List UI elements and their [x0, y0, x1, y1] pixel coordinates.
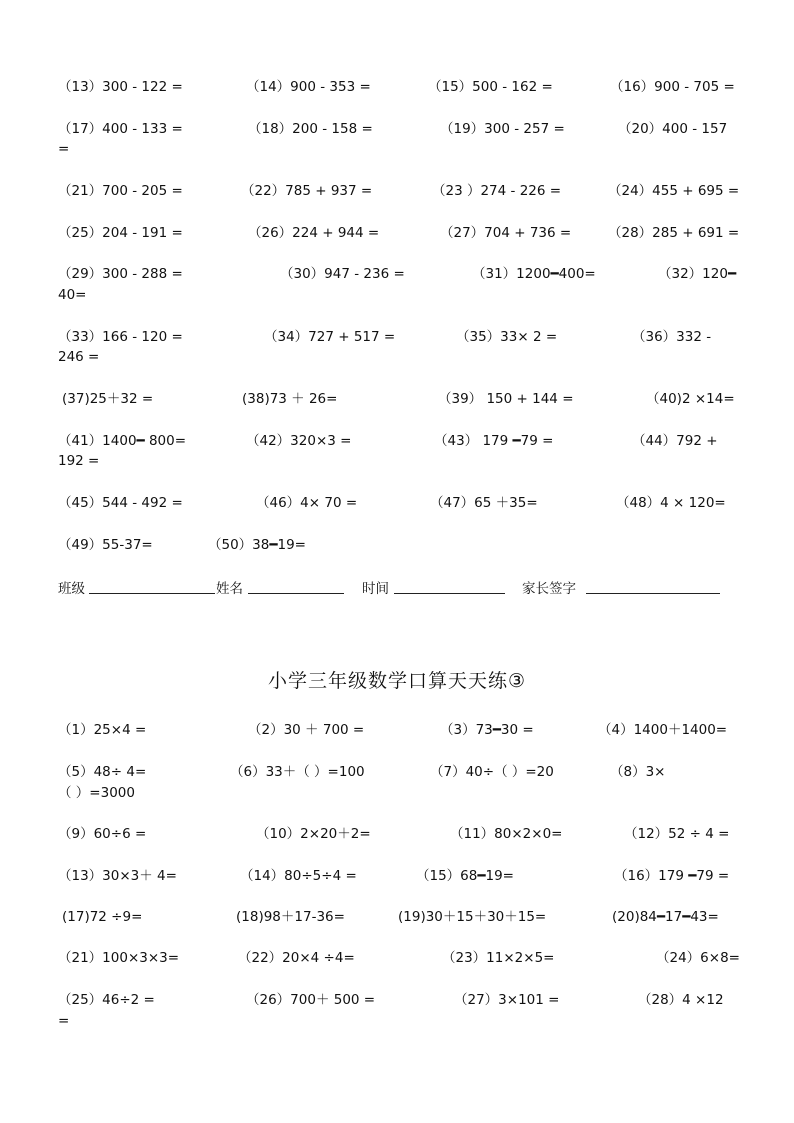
worksheet-title: 小学三年级数学口算天天练③: [267, 670, 527, 692]
problem-40: （40)2 ×14=: [646, 391, 735, 407]
problem-4: （4）1400＋1400=: [598, 722, 728, 738]
problem-35: （35）33× 2 =: [456, 329, 558, 345]
problem-17: （17）400 - 133 =: [58, 121, 183, 137]
problem-13: （13）300 - 122 =: [58, 79, 183, 95]
problem-31: （31）1200━400=: [472, 266, 596, 282]
class-label: 班级: [58, 581, 85, 597]
problem-16: （16）900 - 705 =: [610, 79, 735, 95]
problem-26b: （26）700＋ 500 =: [246, 992, 376, 1008]
problem-41: （41）1400━ 800=: [58, 433, 187, 449]
problem-34: （34）727 + 517 =: [264, 329, 396, 345]
problem-15b: （15）68━19=: [416, 868, 514, 884]
problem-2: （2）30 ＋ 700 =: [248, 722, 365, 738]
problem-8-continuation: （ ）=3000: [58, 785, 135, 801]
problem-47: （47）65 ＋35=: [430, 495, 538, 511]
problem-24b: （24）6×8=: [656, 950, 740, 966]
problem-13b: （13）30×3＋ 4=: [58, 868, 177, 884]
problem-42: （42）320×3 =: [246, 433, 352, 449]
problem-43: （43） 179 ━79 =: [434, 433, 554, 449]
problem-45: （45）544 - 492 =: [58, 495, 183, 511]
problem-6: （6）33＋（ ）=100: [230, 764, 365, 780]
problem-23: （23 ）274 - 226 =: [432, 183, 562, 199]
problem-18: （18）200 - 158 =: [248, 121, 373, 137]
problem-33: （33）166 - 120 =: [58, 329, 183, 345]
problem-22: （22）785 + 937 =: [241, 183, 373, 199]
problem-27b: （27）3×101 =: [454, 992, 560, 1008]
parent-signature-blank: [586, 593, 720, 594]
problem-8: （8）3×: [610, 764, 666, 780]
problem-5: （5）48÷ 4=: [58, 764, 147, 780]
problem-18b: (18)98＋17-36=: [236, 909, 345, 925]
problem-9: （9）60÷6 =: [58, 826, 147, 842]
problem-7: （7）40÷（ ）=20: [430, 764, 554, 780]
problem-19b: (19)30＋15＋30＋15=: [398, 909, 547, 925]
problem-36: （36）332 -: [632, 329, 712, 345]
problem-49: （49）55-37=: [58, 537, 153, 553]
name-blank: [248, 593, 344, 594]
problem-39: （39） 150 + 144 =: [438, 391, 574, 407]
name-label: 姓名: [216, 581, 243, 597]
problem-15: （15）500 - 162 =: [428, 79, 553, 95]
problem-20b: (20)84━17━43=: [612, 909, 719, 925]
student-info-line: [58, 577, 738, 597]
problem-26: （26）224 + 944 =: [248, 225, 380, 241]
problem-20: （20）400 - 157: [618, 121, 728, 137]
problem-44: （44）792 +: [632, 433, 718, 449]
problem-24: （24）455 + 695 =: [608, 183, 740, 199]
problem-22b: （22）20×4 ÷4=: [238, 950, 355, 966]
problem-11: （11）80×2×0=: [450, 826, 563, 842]
problem-50: （50）38━19=: [208, 537, 306, 553]
problem-28b: （28）4 ×12: [638, 992, 724, 1008]
problem-19: （19）300 - 257 =: [440, 121, 565, 137]
class-blank: [89, 593, 215, 594]
problem-38: (38)73 ＋ 26=: [242, 391, 338, 407]
time-label: 时间: [362, 581, 389, 597]
problem-46: （46）4× 70 =: [256, 495, 358, 511]
problem-21b: （21）100×3×3=: [58, 950, 180, 966]
problem-20-continuation: =: [58, 141, 70, 157]
problem-29: （29）300 - 288 =: [58, 266, 183, 282]
problem-10: （10）2×20＋2=: [256, 826, 371, 842]
problem-3: （3）73━30 =: [440, 722, 534, 738]
problem-14b: （14）80÷5÷4 =: [240, 868, 357, 884]
problem-12: （12）52 ÷ 4 =: [624, 826, 730, 842]
problem-25: （25）204 - 191 =: [58, 225, 183, 241]
problem-21: （21）700 - 205 =: [58, 183, 183, 199]
problem-14: （14）900 - 353 =: [246, 79, 371, 95]
parent-signature-label: 家长签字: [522, 581, 576, 597]
problem-37: (37)25＋32 =: [62, 391, 154, 407]
problem-44-continuation: 192 =: [58, 453, 100, 469]
problem-1: （1）25×4 =: [58, 722, 147, 738]
time-blank: [394, 593, 505, 594]
problem-28: （28）285 + 691 =: [608, 225, 740, 241]
problem-25b: （25）46÷2 =: [58, 992, 155, 1008]
problem-27: （27）704 + 736 =: [440, 225, 572, 241]
problem-16b: （16）179 ━79 =: [614, 868, 730, 884]
problem-23b: （23）11×2×5=: [442, 950, 555, 966]
problem-17b: (17)72 ÷9=: [62, 909, 143, 925]
problem-30: （30）947 - 236 =: [280, 266, 405, 282]
problem-48: （48）4 × 120=: [616, 495, 726, 511]
problem-32-continuation: 40=: [58, 287, 87, 303]
problem-36-continuation: 246 =: [58, 349, 100, 365]
problem-28b-continuation: =: [58, 1013, 70, 1029]
problem-32: （32）120━: [658, 266, 737, 282]
